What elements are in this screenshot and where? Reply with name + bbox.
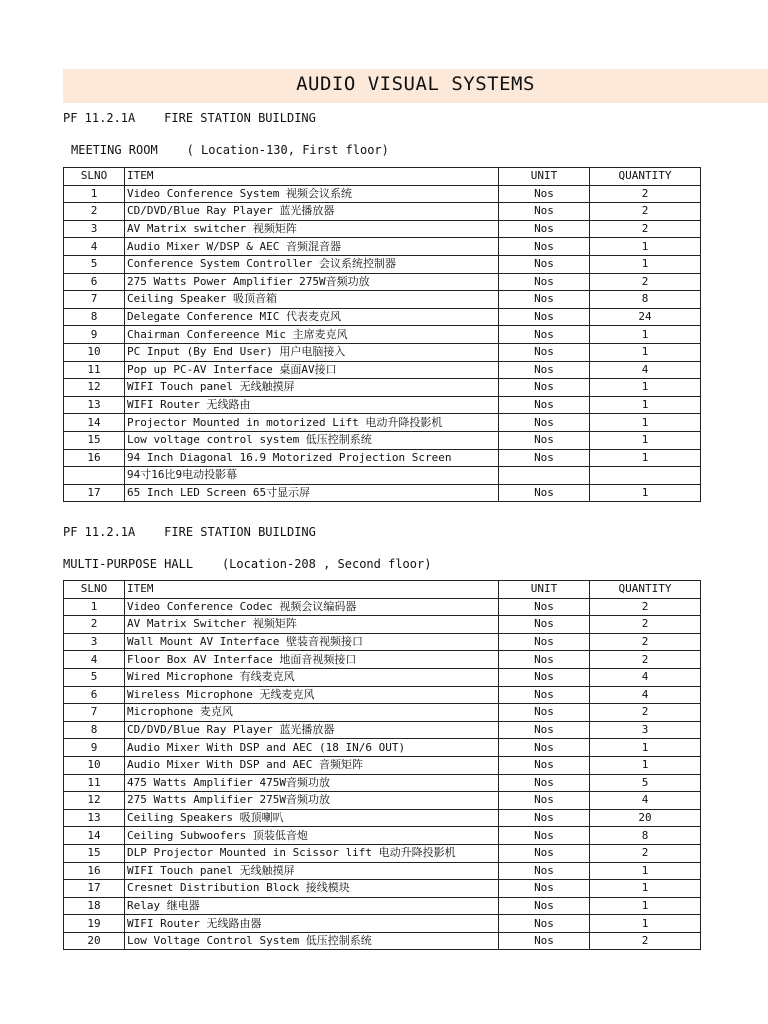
row-slno: 14	[64, 827, 125, 845]
table-row	[64, 633, 701, 651]
row-slno: 19	[64, 915, 125, 933]
row-item: Ceiling Subwoofers 顶装低音炮	[125, 827, 499, 845]
table-row	[64, 308, 701, 326]
table-row	[64, 326, 701, 344]
row-unit: Nos	[499, 880, 590, 898]
row-slno: 4	[64, 651, 125, 669]
row-quantity: 2	[590, 220, 701, 238]
row-quantity: 1	[590, 414, 701, 432]
column-header-slno: SLNO	[64, 581, 125, 599]
column-header-slno: SLNO	[64, 168, 125, 186]
row-quantity: 4	[590, 792, 701, 810]
row-item: Delegate Conference MIC 代表麦克风	[125, 308, 499, 326]
column-header-quantity: QUANTITY	[590, 168, 701, 186]
row-quantity: 1	[590, 255, 701, 273]
row-slno: 16	[64, 862, 125, 880]
table-row	[64, 721, 701, 739]
row-quantity: 1	[590, 431, 701, 449]
table-row	[64, 291, 701, 309]
table-row	[64, 238, 701, 256]
row-item: Video Conference Codec 视频会议编码器	[125, 598, 499, 616]
row-item: WIFI Router 无线路由	[125, 396, 499, 414]
row-slno: 11	[64, 774, 125, 792]
row-quantity: 1	[590, 396, 701, 414]
row-unit: Nos	[499, 932, 590, 950]
row-item: 475 Watts Amplifier 475W音频功放	[125, 774, 499, 792]
row-quantity: 4	[590, 686, 701, 704]
row-slno: 12	[64, 379, 125, 397]
row-item: AV Matrix Switcher 视频矩阵	[125, 616, 499, 634]
row-unit: Nos	[499, 739, 590, 757]
meeting-room-table-body	[64, 185, 701, 502]
row-slno: 4	[64, 238, 125, 256]
row-item: Relay 继电器	[125, 897, 499, 915]
row-item: CD/DVD/Blue Ray Player 蓝光播放器	[125, 203, 499, 221]
row-quantity: 8	[590, 827, 701, 845]
row-slno: 14	[64, 414, 125, 432]
row-item: Pop up PC-AV Interface 桌面AV接口	[125, 361, 499, 379]
table-row	[64, 255, 701, 273]
row-unit: Nos	[499, 651, 590, 669]
row-quantity: 5	[590, 774, 701, 792]
row-slno: 13	[64, 396, 125, 414]
meeting-room-table	[63, 167, 701, 502]
row-unit: Nos	[499, 185, 590, 203]
row-quantity: 2	[590, 203, 701, 221]
table-row	[64, 616, 701, 634]
row-quantity: 3	[590, 721, 701, 739]
row-quantity: 2	[590, 704, 701, 722]
table-row	[64, 809, 701, 827]
section1-reference: PF 11.2.1A FIRE STATION BUILDING	[63, 111, 316, 125]
table-row	[64, 414, 701, 432]
row-item: 65 Inch LED Screen 65寸显示屏	[125, 484, 499, 502]
row-unit: Nos	[499, 792, 590, 810]
row-unit: Nos	[499, 598, 590, 616]
row-item: Video Conference System 视频会议系统	[125, 185, 499, 203]
row-slno: 18	[64, 897, 125, 915]
row-slno: 9	[64, 739, 125, 757]
row-slno: 12	[64, 792, 125, 810]
table-row	[64, 651, 701, 669]
row-unit: Nos	[499, 414, 590, 432]
table-row	[64, 484, 701, 502]
row-quantity: 2	[590, 185, 701, 203]
table-row	[64, 862, 701, 880]
table-row	[64, 431, 701, 449]
row-item: DLP Projector Mounted in Scissor lift 电动升降投影机	[125, 844, 499, 862]
row-item: Ceiling Speakers 吸顶喇叭	[125, 809, 499, 827]
table-header-row	[64, 581, 701, 599]
row-quantity: 4	[590, 668, 701, 686]
row-unit: Nos	[499, 915, 590, 933]
row-unit: Nos	[499, 897, 590, 915]
row-unit: Nos	[499, 273, 590, 291]
title-band	[63, 69, 768, 103]
row-quantity: 2	[590, 273, 701, 291]
row-unit: Nos	[499, 774, 590, 792]
column-header-item: ITEM	[125, 168, 499, 186]
row-slno: 8	[64, 308, 125, 326]
table-row	[64, 668, 701, 686]
row-quantity: 1	[590, 862, 701, 880]
column-header-item: ITEM	[125, 581, 499, 599]
row-quantity: 1	[590, 238, 701, 256]
table-row	[64, 792, 701, 810]
table-row	[64, 185, 701, 203]
row-slno: 7	[64, 704, 125, 722]
row-unit: Nos	[499, 431, 590, 449]
row-item: Wired Microphone 有线麦克风	[125, 668, 499, 686]
row-unit: Nos	[499, 343, 590, 361]
row-unit: Nos	[499, 827, 590, 845]
table-row	[64, 343, 701, 361]
row-slno: 5	[64, 668, 125, 686]
row-quantity: 1	[590, 739, 701, 757]
table-row	[64, 203, 701, 221]
row-quantity: 20	[590, 809, 701, 827]
row-unit: Nos	[499, 484, 590, 502]
row-unit: Nos	[499, 633, 590, 651]
row-slno: 15	[64, 431, 125, 449]
row-quantity	[590, 467, 701, 485]
row-item: WIFI Touch panel 无线触摸屏	[125, 379, 499, 397]
row-item: Audio Mixer W/DSP & AEC 音频混音器	[125, 238, 499, 256]
row-slno: 16	[64, 449, 125, 467]
row-quantity: 1	[590, 756, 701, 774]
row-slno: 10	[64, 756, 125, 774]
row-slno: 3	[64, 220, 125, 238]
row-quantity: 1	[590, 897, 701, 915]
multipurpose-hall-table-body	[64, 598, 701, 950]
section1-room: MEETING ROOM ( Location-130, First floor)	[71, 143, 389, 157]
row-item: Chairman Confereence Mic 主席麦克风	[125, 326, 499, 344]
row-slno: 1	[64, 598, 125, 616]
document-title: AUDIO VISUAL SYSTEMS	[296, 73, 535, 95]
row-item: PC Input (By End User) 用户电脑接入	[125, 343, 499, 361]
row-item: Low voltage control system 低压控制系统	[125, 431, 499, 449]
row-unit: Nos	[499, 721, 590, 739]
row-unit: Nos	[499, 844, 590, 862]
row-unit: Nos	[499, 361, 590, 379]
table-row	[64, 686, 701, 704]
table-row	[64, 379, 701, 397]
table-row	[64, 880, 701, 898]
table-row	[64, 396, 701, 414]
table-header-row	[64, 168, 701, 186]
row-unit: Nos	[499, 203, 590, 221]
row-slno: 17	[64, 484, 125, 502]
table-row	[64, 827, 701, 845]
row-unit: Nos	[499, 616, 590, 634]
row-item: 94 Inch Diagonal 16.9 Motorized Projection Screen	[125, 449, 499, 467]
row-slno: 1	[64, 185, 125, 203]
row-item: Ceiling Speaker 吸顶音箱	[125, 291, 499, 309]
row-quantity: 1	[590, 379, 701, 397]
row-item: CD/DVD/Blue Ray Player 蓝光播放器	[125, 721, 499, 739]
row-quantity: 2	[590, 616, 701, 634]
row-item: AV Matrix switcher 视频矩阵	[125, 220, 499, 238]
row-quantity: 2	[590, 844, 701, 862]
row-slno: 17	[64, 880, 125, 898]
row-quantity: 4	[590, 361, 701, 379]
row-slno: 2	[64, 203, 125, 221]
table-row	[64, 897, 701, 915]
row-slno: 20	[64, 932, 125, 950]
row-slno: 3	[64, 633, 125, 651]
row-item: 275 Watts Power Amplifier 275W音频功放	[125, 273, 499, 291]
row-item: Audio Mixer With DSP and AEC (18 IN/6 OUT)	[125, 739, 499, 757]
row-unit: Nos	[499, 291, 590, 309]
row-quantity: 8	[590, 291, 701, 309]
row-quantity: 1	[590, 326, 701, 344]
row-slno: 13	[64, 809, 125, 827]
section2-room: MULTI-PURPOSE HALL (Location-208 , Second floor)	[63, 557, 432, 571]
row-slno: 11	[64, 361, 125, 379]
table-row	[64, 467, 701, 485]
section2-reference: PF 11.2.1A FIRE STATION BUILDING	[63, 525, 316, 539]
row-unit: Nos	[499, 686, 590, 704]
row-quantity: 2	[590, 633, 701, 651]
row-slno	[64, 467, 125, 485]
row-item: Wireless Microphone 无线麦克风	[125, 686, 499, 704]
row-item: Microphone 麦克风	[125, 704, 499, 722]
row-item: Cresnet Distribution Block 接线模块	[125, 880, 499, 898]
row-quantity: 2	[590, 932, 701, 950]
row-item: Wall Mount AV Interface 壁装音视频接口	[125, 633, 499, 651]
row-unit: Nos	[499, 862, 590, 880]
row-quantity: 1	[590, 484, 701, 502]
table-row	[64, 220, 701, 238]
column-header-quantity: QUANTITY	[590, 581, 701, 599]
table-row	[64, 774, 701, 792]
table-row	[64, 739, 701, 757]
row-item: WIFI Router 无线路由器	[125, 915, 499, 933]
table-row	[64, 361, 701, 379]
row-unit: Nos	[499, 668, 590, 686]
row-slno: 15	[64, 844, 125, 862]
row-slno: 7	[64, 291, 125, 309]
row-item: WIFI Touch panel 无线触摸屏	[125, 862, 499, 880]
row-item: Audio Mixer With DSP and AEC 音频矩阵	[125, 756, 499, 774]
row-item: Floor Box AV Interface 地面音视频接口	[125, 651, 499, 669]
row-item: Low Voltage Control System 低压控制系统	[125, 932, 499, 950]
table-row	[64, 704, 701, 722]
table-row	[64, 449, 701, 467]
row-quantity: 24	[590, 308, 701, 326]
row-quantity: 2	[590, 651, 701, 669]
row-item: 275 Watts Amplifier 275W音频功放	[125, 792, 499, 810]
table-row	[64, 932, 701, 950]
row-unit: Nos	[499, 396, 590, 414]
row-unit: Nos	[499, 809, 590, 827]
table-row	[64, 915, 701, 933]
row-unit	[499, 467, 590, 485]
row-unit: Nos	[499, 220, 590, 238]
row-slno: 9	[64, 326, 125, 344]
row-quantity: 2	[590, 598, 701, 616]
row-unit: Nos	[499, 255, 590, 273]
multipurpose-hall-table	[63, 580, 701, 950]
row-slno: 6	[64, 686, 125, 704]
row-item: Projector Mounted in motorized Lift 电动升降投影机	[125, 414, 499, 432]
row-unit: Nos	[499, 756, 590, 774]
row-unit: Nos	[499, 379, 590, 397]
row-unit: Nos	[499, 326, 590, 344]
row-quantity: 1	[590, 343, 701, 361]
table-row	[64, 273, 701, 291]
row-slno: 2	[64, 616, 125, 634]
row-slno: 8	[64, 721, 125, 739]
row-quantity: 1	[590, 449, 701, 467]
row-quantity: 1	[590, 880, 701, 898]
row-slno: 5	[64, 255, 125, 273]
column-header-unit: UNIT	[499, 581, 590, 599]
table-row	[64, 756, 701, 774]
row-unit: Nos	[499, 308, 590, 326]
column-header-unit: UNIT	[499, 168, 590, 186]
row-item: Conference System Controller 会议系统控制器	[125, 255, 499, 273]
row-quantity: 1	[590, 915, 701, 933]
row-item: 94寸16比9电动投影幕	[125, 467, 499, 485]
row-slno: 6	[64, 273, 125, 291]
table-row	[64, 598, 701, 616]
row-unit: Nos	[499, 238, 590, 256]
row-unit: Nos	[499, 449, 590, 467]
row-unit: Nos	[499, 704, 590, 722]
row-slno: 10	[64, 343, 125, 361]
table-row	[64, 844, 701, 862]
